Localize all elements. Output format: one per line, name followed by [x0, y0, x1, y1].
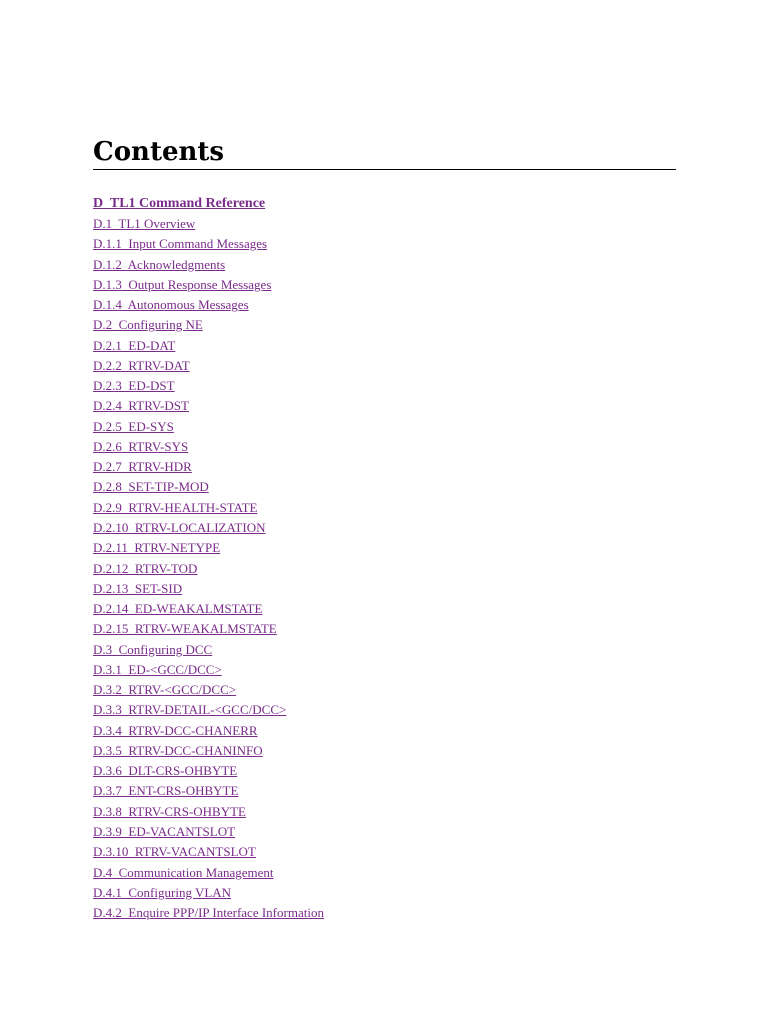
toc-entry-link[interactable]: D.3.9 ED-VACANTSLOT	[93, 823, 236, 839]
toc-entry-link[interactable]: D.2.2 RTRV-DAT	[93, 357, 190, 373]
toc-entry-link[interactable]: D.1.4 Autonomous Messages	[93, 297, 249, 313]
toc-entry-link[interactable]: D.2.13 SET-SID	[93, 580, 183, 596]
toc-entry-link[interactable]: D.1.3 Output Response Messages	[93, 276, 272, 292]
toc-entry-link[interactable]: D.2.7 RTRV-HDR	[93, 459, 192, 475]
toc-entry-link[interactable]: D.2.6 RTRV-SYS	[93, 438, 189, 454]
toc-entry-link[interactable]: D.2.12 RTRV-TOD	[93, 560, 198, 576]
toc-entry-link[interactable]: D.3.8 RTRV-CRS-OHBYTE	[93, 803, 246, 819]
table-of-contents	[93, 193, 676, 923]
toc-entry-link[interactable]: D.2.15 RTRV-WEAKALMSTATE	[93, 621, 277, 637]
toc-entry-link[interactable]: D.2.8 SET-TIP-MOD	[93, 479, 209, 495]
toc-entry-link[interactable]: D.2.11 RTRV-NETYPE	[93, 540, 221, 556]
toc-entry-link[interactable]: D.3.4 RTRV-DCC-CHANERR	[93, 722, 258, 738]
toc-entry-link[interactable]: D.1.1 Input Command Messages	[93, 236, 268, 252]
toc-entry-link[interactable]: D.2.14 ED-WEAKALMSTATE	[93, 601, 263, 617]
toc-entry-link[interactable]: D.1.2 Acknowledgments	[93, 256, 226, 272]
toc-entry-link[interactable]: D.2.3 ED-DST	[93, 378, 175, 394]
toc-entry-link[interactable]: D.3 Configuring DCC	[93, 641, 213, 657]
toc-entry-link[interactable]: D.3.7 ENT-CRS-OHBYTE	[93, 783, 239, 799]
toc-entry-link[interactable]: D.2 Configuring NE	[93, 317, 203, 333]
toc-entry-link[interactable]: D.3.10 RTRV-VACANTSLOT	[93, 844, 256, 860]
toc-entry-link[interactable]: D.2.9 RTRV-HEALTH-STATE	[93, 499, 258, 515]
toc-entry-link[interactable]: D.4.2 Enquire PPP/IP Interface Information	[93, 905, 324, 921]
toc-chapter-link[interactable]: D TL1 Command Reference	[93, 196, 266, 211]
toc-entry-link[interactable]: D.3.2 RTRV-<GCC/DCC>	[93, 682, 237, 698]
toc-entry-link[interactable]: D.2.10 RTRV-LOCALIZATION	[93, 519, 266, 535]
toc-entry-link[interactable]: D.4.1 Configuring VLAN	[93, 884, 232, 900]
toc-entry-link[interactable]: D.1 TL1 Overview	[93, 216, 196, 231]
page-title: Contents	[93, 137, 225, 167]
toc-entry-link[interactable]: D.2.5 ED-SYS	[93, 418, 174, 434]
toc-entry-link[interactable]: D.3.1 ED-<GCC/DCC>	[93, 661, 222, 677]
toc-entry-link[interactable]: D.2.4 RTRV-DST	[93, 398, 189, 414]
toc-entry-list	[93, 214, 676, 923]
toc-entry-link[interactable]: D.3.3 RTRV-DETAIL-<GCC/DCC>	[93, 702, 287, 718]
contents-page	[93, 138, 676, 923]
title-divider	[93, 169, 676, 170]
toc-entry-link[interactable]: D.2.1 ED-DAT	[93, 337, 176, 353]
toc-entry-link[interactable]: D.4 Communication Management	[93, 864, 274, 880]
toc-entry-link[interactable]: D.3.5 RTRV-DCC-CHANINFO	[93, 742, 263, 758]
toc-entry-link[interactable]: D.3.6 DLT-CRS-OHBYTE	[93, 763, 238, 779]
